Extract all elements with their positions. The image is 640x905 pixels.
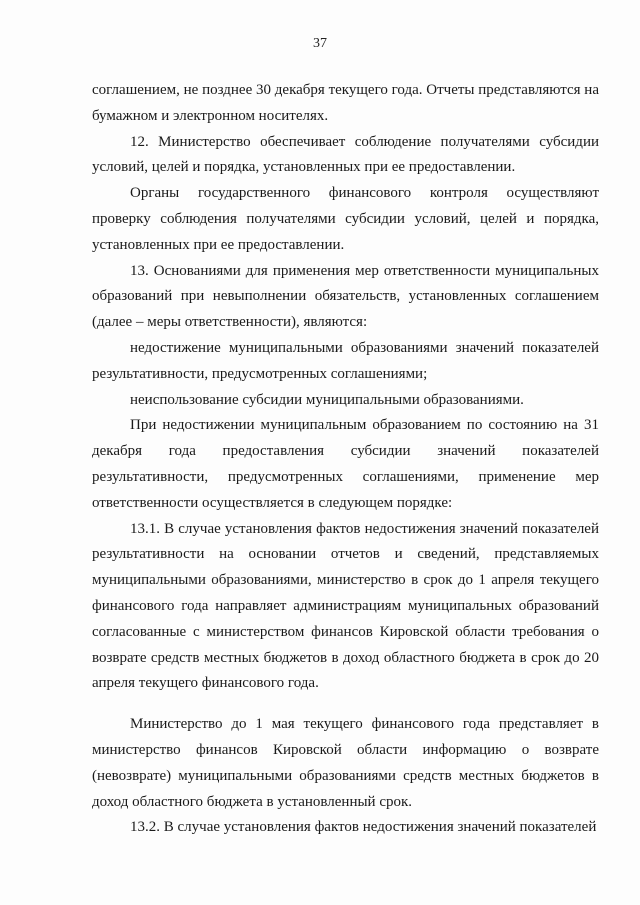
paragraph-3: Органы государственного финансового контроля осуществляют проверку соблюдения получателями субсидии условий, целей и порядка, установленных при ее предоставлении. bbox=[92, 185, 599, 253]
paragraph-2: 12. Министерство обеспечивает соблюдение получателями субсидии условий, целей и порядка, установленных при ее предоставлении. bbox=[92, 133, 599, 176]
paragraph-4: 13. Основаниями для применения мер ответственности муниципальных образований при невыполнении обязательств, установленных соглашением (далее – меры ответственности), являются: bbox=[92, 262, 599, 331]
page-number: 37 bbox=[313, 36, 327, 51]
paragraph-8: 13.1. В случае установления фактов недостижения значений показателей результативности на основании отчетов и сведений, представляемых муниципальными образованиями, министерство в срок до 1 апреля текущего финансового года направляет администрациям муниципальных образований согласованные с министерством финансов Кировской области требования о возврате средств местных бюджетов в доход областного бюджета в срок до 20 апреля текущего финансового года. bbox=[92, 520, 599, 692]
document-body bbox=[92, 78, 599, 841]
paragraph-1: соглашением, не позднее 30 декабря текущего года. Отчеты представляются на бумажном и электронном носителях. bbox=[92, 82, 599, 124]
paragraph-10: 13.2. В случае установления фактов недостижения значений показателей bbox=[130, 819, 597, 836]
paragraph-9: Министерство до 1 мая текущего финансового года представляет в министерство финансов Кировской области информацию о возврате (невозврате) муниципальными образованиями средств местных бюджетов в доход областного бюджета в установленный срок. bbox=[92, 716, 599, 810]
paragraph-5: недостижение муниципальными образованиями значений показателей результативности, предусмотренных соглашениями; bbox=[92, 339, 599, 382]
paragraph-6: неиспользование субсидии муниципальными образованиями. bbox=[130, 391, 524, 408]
paragraph-7: При недостижении муниципальным образованием по состоянию на 31 декабря года предоставления субсидии значений показателей результативности, предусмотренных соглашениями, применение мер ответственности осуществляется в следующем порядке: bbox=[92, 417, 599, 511]
